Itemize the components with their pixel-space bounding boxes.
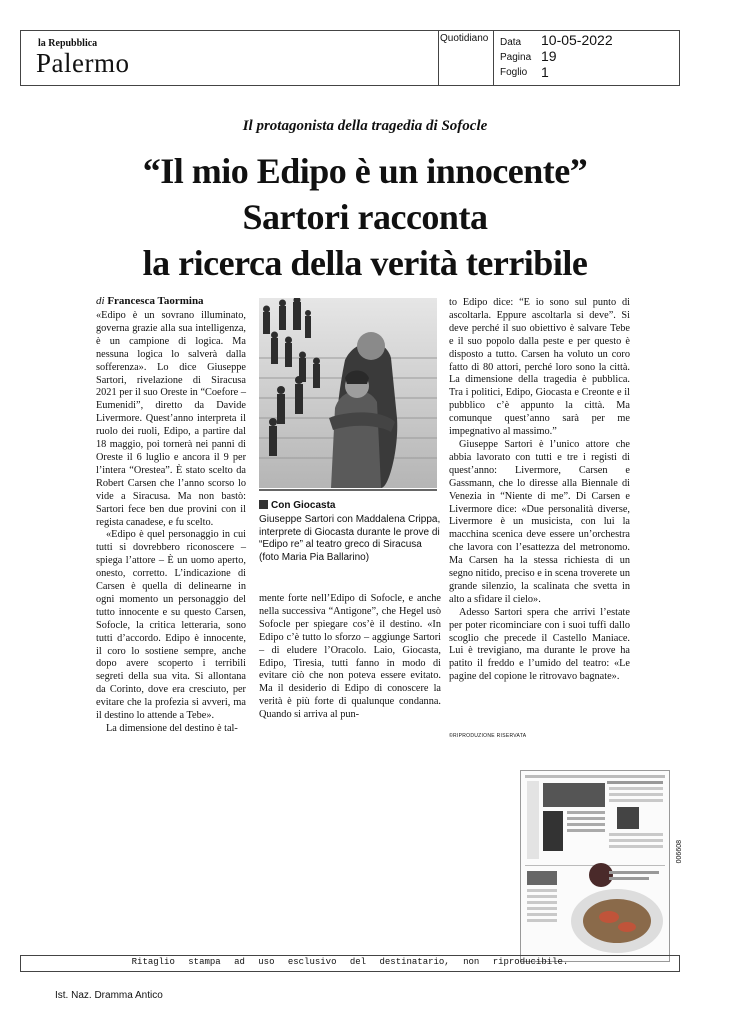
page-thumbnail-image xyxy=(521,771,669,961)
header-divider xyxy=(493,31,494,85)
paragraph: mente forte nell’Edipo di Sofocle, e anche nella successiva “Antigone”, che Hegel usò Sofocle per spiegare cos’è il destino. «In Edipo c’è tutto lo sforzo – aggiunge Sartori – di eludere l’Oracolo. Laio, Giocasta, Edipo, Tiresia, tutti fanno in modo di evitare ciò che non poteva essere evitato. Ma il desiderio di Edipo di conoscere la verità è più forte di qualunque condanna. Quando si arriva al pun- xyxy=(259,593,441,721)
date-value: 10-05-2022 xyxy=(541,32,613,48)
column-1 xyxy=(96,310,246,736)
caption-text: Giuseppe Sartori con Maddalena Crippa, interprete di Giocasta durante le prove di “Edipo re” al teatro greco di Siracusa (foto Maria Pia Ballarino) xyxy=(259,514,441,563)
page-label: Pagina xyxy=(500,52,532,63)
edition-name: Palermo xyxy=(36,48,130,78)
byline-author: Francesca Taormina xyxy=(107,295,204,307)
sheet-label: Foglio xyxy=(500,67,528,78)
page-thumbnail xyxy=(520,770,670,962)
headline-line-2: Sartori racconta xyxy=(242,197,488,237)
publication-type: Quotidiano xyxy=(440,33,489,44)
paragraph: to Edipo dice: “E io sono sul punto di ascoltarla. Eppure ascoltarla si deve”. Si deve perché il suo obiettivo è salvare Tebe e il suo popolo dalla peste e per questo è disposto a tutto. Carsen ha voluto un coro fatto di 80 attori, perché loro sono la città. La dimensione della tragedia è pubblica. Tra i politici, Edipo, Giocasta e Creonte e il pubblico c’è appunto la città. Ma comunque quest’anno sarà per me impegnativo al massimo.” xyxy=(449,297,630,438)
paragraph: La dimensione del destino è tal- xyxy=(106,723,238,734)
photo-rehearsal-image xyxy=(259,298,437,488)
kicker: Il protagonista della tragedia di Sofocle xyxy=(242,118,488,134)
column-3 xyxy=(449,297,630,684)
page-value: 19 xyxy=(541,48,557,64)
camera-icon xyxy=(259,500,268,509)
headline-line-3: la ricerca della verità terribile xyxy=(142,243,588,283)
article-photo xyxy=(259,298,437,488)
side-code: 006608 xyxy=(676,840,683,864)
byline-prefix: di xyxy=(96,295,105,307)
reproduction-notice: Ritaglio stampa ad uso esclusivo del destinatario, non riproducibile. xyxy=(131,957,569,967)
headline-line-1: “Il mio Edipo è un innocente” xyxy=(142,151,588,191)
caption-heading-text: Con Giocasta xyxy=(271,500,336,511)
sheet-value: 1 xyxy=(541,64,549,80)
source-label: Ist. Naz. Dramma Antico xyxy=(55,990,163,1001)
paragraph: «Edipo è quel personaggio in cui tutti si dovrebbero riconoscere – spiega l’attore – È un uomo aperto, onesto, corretto. L’indicazione di Carsen è quella di delinearne in ogni momento un personaggio del tutto innocente e su questo Carsen, Sofocle, la critica letteraria, sono tutti d’accordo. Edipo è innocente, il coro lo sostiene sempre, anche dopo avere scoperto i terribili segreti della sua vita. Si allontana da Corinto, dove era cresciuto, per evitare che la profezia si avveri, ma il destino lo attende a Tebe». xyxy=(96,529,246,722)
header-divider xyxy=(438,31,439,85)
caption-heading xyxy=(259,500,335,511)
column-2 xyxy=(259,593,441,722)
publication-name: la Repubblica xyxy=(38,38,98,49)
date-label: Data xyxy=(500,37,522,48)
paragraph: Adesso Sartori spera che arrivi l’estate per poter ricominciare con i suoi tuffi dallo scoglio che precede il Castello Maniace. Lui è trevigiano, ma durante le prove ha patito il freddo e l’umido del teatro: «Le pagine del copione le ritrovavo bagnate». xyxy=(449,606,630,683)
paragraph: «Edipo è un sovrano illuminato, governa grazie alla sua intelligenza, è un campione di logica. Ma nessuna logica lo salverà dalla sofferenza». Lo dice Giuseppe Sartori, rivelazione di Siracusa 2021 per il suo Oreste in “Coefore – Eumenidi”, diretto da Davide Livermore. Quest’anno interpreta il ruolo dei ruoli, Edipo, a partire dal 18 maggio, poi tornerà nei panni di Oreste il 6 luglio e ancora il 9 per l’intera “Orestea”. È stato scelto da Robert Carsen che l’anno scorso lo vide a Siracusa. Ma non bastò: Sartori fece ben due provini con il regista canadese, e fu scelto. xyxy=(96,310,246,528)
paragraph: Giuseppe Sartori è l’unico attore che abbia lavorato con tutti e tre i registi di quest’anno: Livermore, Carsen e Gassmann, che lo diresse alla Biennale di Venezia in “Niente di me”. Di Carsen e Livermore dice: «Due personalità diverse, Livermore è un musicista, con lui la macchina scenica deve essere un’orchestra che lavora con l’esattezza del metronomo. Ma Carsen ha la stessa richiesta di un segno nitido, preciso e in scena troverete un grande silenzio, la scalinata che svetta in alto a sfidare il cielo». xyxy=(449,438,630,605)
copyright-notice: ©RIPRODUZIONE RISERVATA xyxy=(449,733,527,739)
byline xyxy=(96,295,204,307)
caption-rule xyxy=(259,489,437,491)
